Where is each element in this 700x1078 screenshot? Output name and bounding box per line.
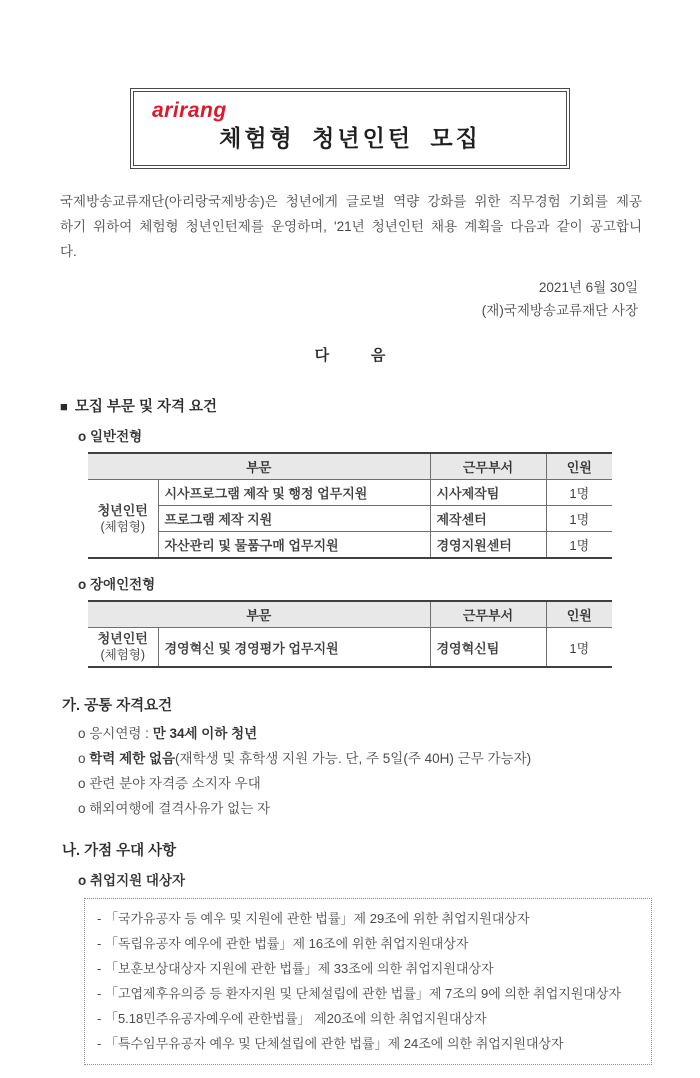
- general-recruit-table: [88, 452, 612, 559]
- qual-item-bold: 학력 제한 없음: [89, 751, 176, 766]
- col-header-count: 인원: [546, 601, 612, 628]
- task-cell: 시사프로그램 제작 및 행정 업무지원: [158, 480, 430, 506]
- subsection-label-disabled: o 장애인전형: [78, 577, 156, 592]
- qual-item-pre: o 해외여행에 결격사유가 없는 자: [78, 801, 271, 816]
- qual-item-pre: o: [78, 751, 90, 766]
- qualification-item: [78, 721, 700, 746]
- col-header-part: 부문: [88, 453, 430, 480]
- employment-support-item: - 「독립유공자 예우에 관한 법률」제 16조에 위한 취업지원대상자: [97, 936, 469, 951]
- common-qualifications-list: [78, 721, 700, 821]
- qualification-item: [78, 796, 700, 821]
- task-cell: 경영혁신 및 경영평가 업무지원: [158, 628, 430, 668]
- employment-support-box: [84, 898, 652, 1065]
- qualification-item: [78, 746, 700, 771]
- qual-item-pre: o 관련 분야 자격증 소지자 우대: [78, 776, 261, 791]
- employment-support-item: - 「5.18민주유공자예우에 관한법률」 제20조에 의한 취업지원대상자: [97, 1011, 487, 1026]
- dept-cell: 시사제작팀: [430, 480, 546, 506]
- preference-heading: 나. 가점 우대 사항: [62, 843, 177, 859]
- notice-title-box: [130, 88, 570, 169]
- table-header-row: [88, 453, 612, 480]
- group-label-line2: (체험형): [100, 648, 146, 662]
- notice-date: 2021년 6월 30일: [538, 280, 638, 295]
- table-header-row: [88, 601, 612, 628]
- count-cell: 1명: [546, 480, 612, 506]
- group-label-line1: 청년인턴: [97, 502, 148, 518]
- count-cell: 1명: [546, 532, 612, 559]
- table-row: [88, 480, 612, 506]
- table-row: [88, 506, 612, 532]
- section-heading-recruit: [60, 395, 700, 416]
- document-title: 체험형 청년인턴 모집: [219, 125, 481, 151]
- subsection-label-general: o 일반전형: [78, 429, 143, 444]
- signoff-block: [0, 276, 638, 322]
- disabled-recruit-table: [88, 600, 612, 668]
- dept-cell: 경영지원센터: [430, 532, 546, 559]
- col-header-dept: 근무부서: [430, 453, 546, 480]
- table-row: [88, 532, 612, 559]
- group-label-line1: 청년인턴: [97, 631, 148, 646]
- group-label-line2: (체험형): [100, 519, 146, 534]
- document-page: [0, 88, 700, 1078]
- col-header-count: 인원: [546, 453, 612, 480]
- dept-cell: 경영혁신팀: [430, 628, 546, 668]
- square-bullet-icon: ■: [60, 399, 68, 414]
- employment-support-item: - 「고엽제후유의증 등 환자지원 및 단체설립에 관한 법률」제 7조의 9에 의한 취업지원대상자: [97, 986, 622, 1001]
- preference-subheading: o 취업지원 대상자: [78, 873, 186, 888]
- count-cell: 1명: [546, 628, 612, 668]
- notice-signer: (재)국제방송교류재단 사장: [481, 303, 638, 318]
- common-qualifications-heading: 가. 공통 자격요건: [62, 698, 173, 714]
- table-row: [88, 628, 612, 668]
- group-cell-intern-type: [88, 480, 158, 559]
- employment-support-item: - 「국가유공자 등 예우 및 지원에 관한 법률」제 29조에 위한 취업지원대상자: [97, 911, 530, 926]
- task-cell: 자산관리 및 물품구매 업무지원: [158, 532, 430, 559]
- col-header-part: 부문: [88, 601, 430, 628]
- intro-paragraph: 국제방송교류재단(아리랑국제방송)은 청년에게 글로벌 역량 강화를 위한 직무경험 기회를 제공하기 위하여 체험형 청년인턴제를 운영하며, '21년 청년인턴 채용 계획을 다음과 같이 공고합니다.: [60, 194, 642, 259]
- qual-item-bold: 만 34세 이하 청년: [152, 726, 258, 741]
- col-header-dept: 근무부서: [430, 601, 546, 628]
- employment-support-item: - 「특수임무유공자 예우 및 단체설립에 관한 법률」제 24조에 의한 취업지원대상자: [97, 1036, 564, 1051]
- section-heading-text: 모집 부문 및 자격 요건: [74, 399, 218, 415]
- employment-support-item: - 「보훈보상대상자 지원에 관한 법률」제 33조에 의한 취업지원대상자: [97, 961, 494, 976]
- dept-cell: 제작센터: [430, 506, 546, 532]
- arirang-logo: arirang: [152, 99, 227, 122]
- group-cell-intern-type: [88, 628, 158, 668]
- qualification-item: [78, 771, 700, 796]
- notice-title-box-inner: [133, 91, 567, 166]
- qual-item-post: (재학생 및 휴학생 지원 가능. 단, 주 5일(주 40H) 근무 가능자): [175, 751, 532, 766]
- count-cell: 1명: [546, 506, 612, 532]
- qual-item-pre: o 응시연령 :: [78, 726, 153, 741]
- daum-divider-label: 다 음: [314, 347, 386, 364]
- task-cell: 프로그램 제작 지원: [158, 506, 430, 532]
